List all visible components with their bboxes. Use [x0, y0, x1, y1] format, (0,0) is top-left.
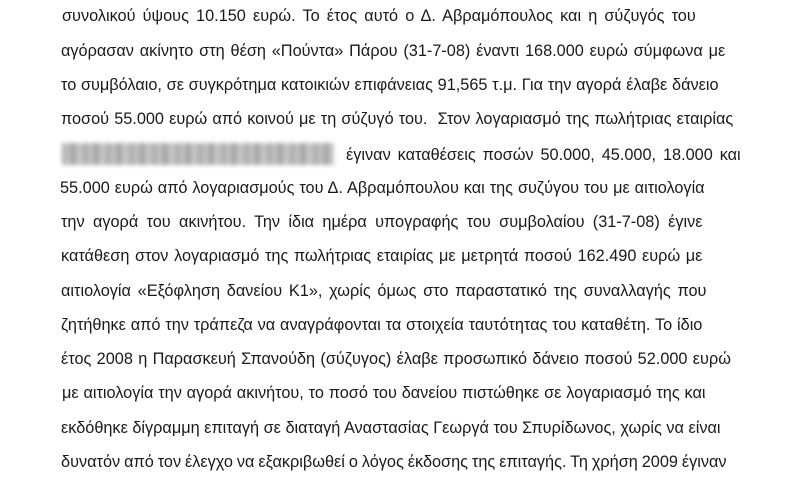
- text-line-12: με αιτιολογία την αγορά ακινήτου, το ποσό του δανείου πιστώθηκε σε λογαριασμό της και: [62, 384, 706, 402]
- text-line-14: δυνατόν από τον έλεγχο να εξακριβωθεί ο λόγος έκδοσης της επιταγής. Τη χρήση 2009 έγιναν: [61, 453, 727, 471]
- text-line-10: ζητήθηκε από την τράπεζα να αναγράφονται τα στοιχεία ταυτότητας του καταθέτη. Το ίδιο: [61, 316, 703, 334]
- redacted-company-name: [62, 143, 334, 165]
- text-line-7: την αγορά του ακινήτου. Την ίδια ημέρα υπογραφής του συμβολαίου (31-7-08) έγινε: [61, 213, 703, 231]
- text-line-11: έτος 2008 η Παρασκευή Σπανούδη (σύζυγος) έλαβε προσωπικό δάνειο ποσού 52.000 ευρώ: [61, 350, 731, 368]
- text-line-1: συνολικού ύψους 10.150 ευρώ. Το έτος αυτό ο Δ. Αβραμόπουλος και η σύζυγός του: [62, 7, 696, 25]
- text-line-5: έγιναν καταθέσεις ποσών 50.000, 45.000, 18.000 και: [346, 146, 741, 164]
- text-line-3: το συμβόλαιο, σε συγκρότημα κατοικιών επιφάνειας 91,565 τ.μ. Για την αγορά έλαβε δάνειο: [61, 76, 719, 94]
- text-line-2: αγόρασαν ακίνητο στη θέση «Πούντα» Πάρου (31-7-08) έναντι 168.000 ευρώ σύμφωνα με: [61, 42, 726, 60]
- text-line-6: 55.000 ευρώ από λογαριασμούς του Δ. Αβραμόπουλου και της συζύγου του με αιτιολογία: [60, 179, 705, 197]
- text-line-4: ποσού 55.000 ευρώ από κοινού με τη σύζυγό του. Στον λογαριασμό της πωλήτριας εταιρίας: [61, 110, 734, 128]
- text-line-13: εκδόθηκε δίγραμμη επιταγή σε διαταγή Αναστασίας Γεωργά του Σπυρίδωνος, χωρίς να είναι: [61, 419, 721, 437]
- text-line-8: κατάθεση στον λογαριασμό της πωλήτριας εταιρίας με μετρητά ποσού 162.490 ευρώ με: [61, 247, 703, 265]
- text-line-9: αιτιολογία «Εξόφληση δανείου Κ1», χωρίς όμως στο παραστατικό της συναλλαγής που: [61, 282, 707, 300]
